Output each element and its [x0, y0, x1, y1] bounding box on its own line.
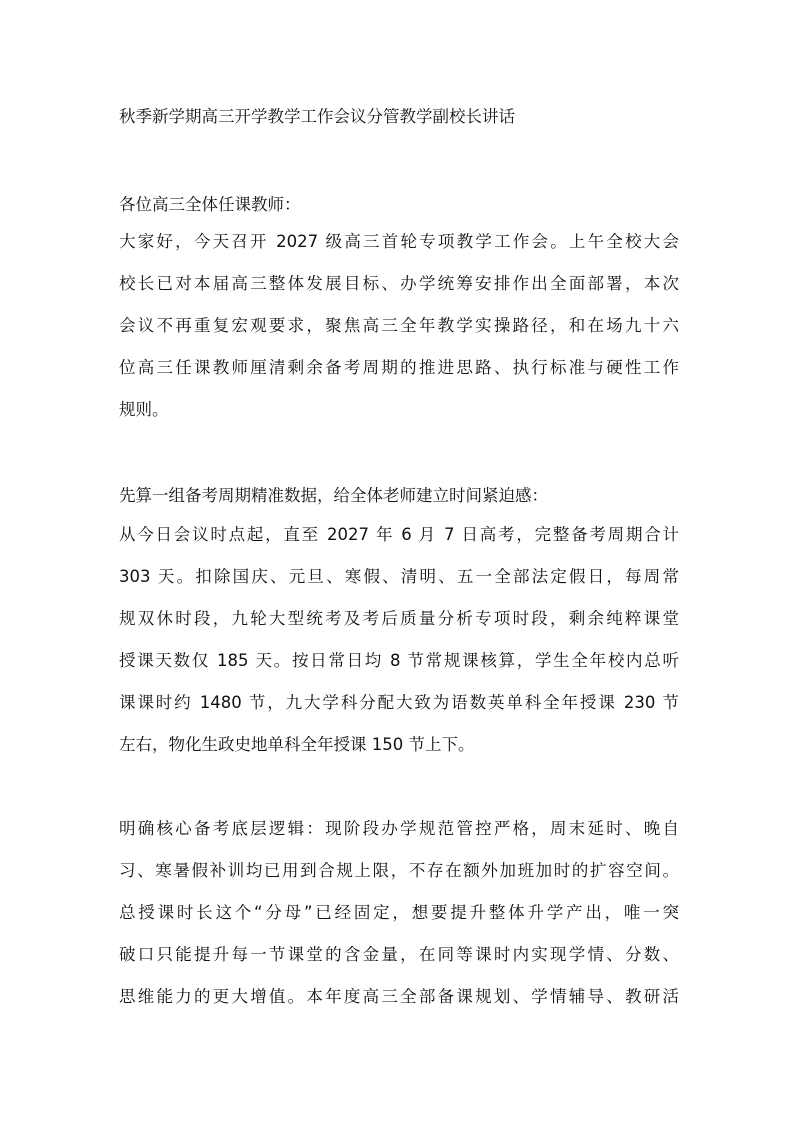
- paragraph-line: 左右，物化生政史地单科全年授课 150 节上下。: [119, 735, 475, 754]
- paragraph-line: 303 天。扣除国庆、元旦、寒假、清明、五一全部法定假日，每周常: [119, 567, 679, 586]
- document-title: 秋季新学期高三开学教学工作会议分管教学副校长讲话: [119, 107, 515, 126]
- paragraph-line: 破口只能提升每一节课堂的含金量，在同等课时内实现学情、分数、: [119, 945, 679, 964]
- paragraph-line: 规双休时段，九轮大型统考及考后质量分析专项时段，剩余纯粹课堂: [119, 609, 679, 628]
- paragraph-line: 总授课时长这个“分母”已经固定，想要提升整体升学产出，唯一突: [119, 903, 679, 922]
- paragraph-line: 规则。: [119, 400, 169, 419]
- paragraph-line: 位高三任课教师厘清剩余备考周期的推进思路、执行标准与硬性工作: [119, 358, 679, 377]
- paragraph-line: 从今日会议时点起，直至 2027 年 6 月 7 日高考，完整备考周期合计: [119, 525, 679, 544]
- paragraph-line: 课课时约 1480 节，九大学科分配大致为语数英单科全年授课 230 节: [119, 693, 679, 712]
- paragraph-line: 习、寒暑假补训均已用到合规上限，不存在额外加班加时的扩容空间。: [119, 861, 679, 880]
- paragraph-line: 思维能力的更大增值。本年度高三全部备课规划、学情辅导、教研活: [119, 987, 679, 1006]
- paragraph-line: 校长已对本届高三整体发展目标、办学统筹安排作出全面部署，本次: [119, 274, 679, 293]
- paragraph-line: 明确核心备考底层逻辑：现阶段办学规范管控严格，周末延时、晚自: [119, 819, 679, 838]
- salutation-line: 各位高三全体任课教师：: [119, 195, 301, 214]
- paragraph-line: 大家好，今天召开 2027 级高三首轮专项教学工作会。上午全校大会: [119, 232, 679, 251]
- paragraph-line: 会议不再重复宏观要求，聚焦高三全年教学实操路径，和在场九十六: [119, 316, 679, 335]
- paragraph-line: 授课天数仅 185 天。按日常日均 8 节常规课核算，学生全年校内总听: [119, 651, 679, 670]
- paragraph-line: 先算一组备考周期精准数据，给全体老师建立时间紧迫感：: [119, 486, 548, 505]
